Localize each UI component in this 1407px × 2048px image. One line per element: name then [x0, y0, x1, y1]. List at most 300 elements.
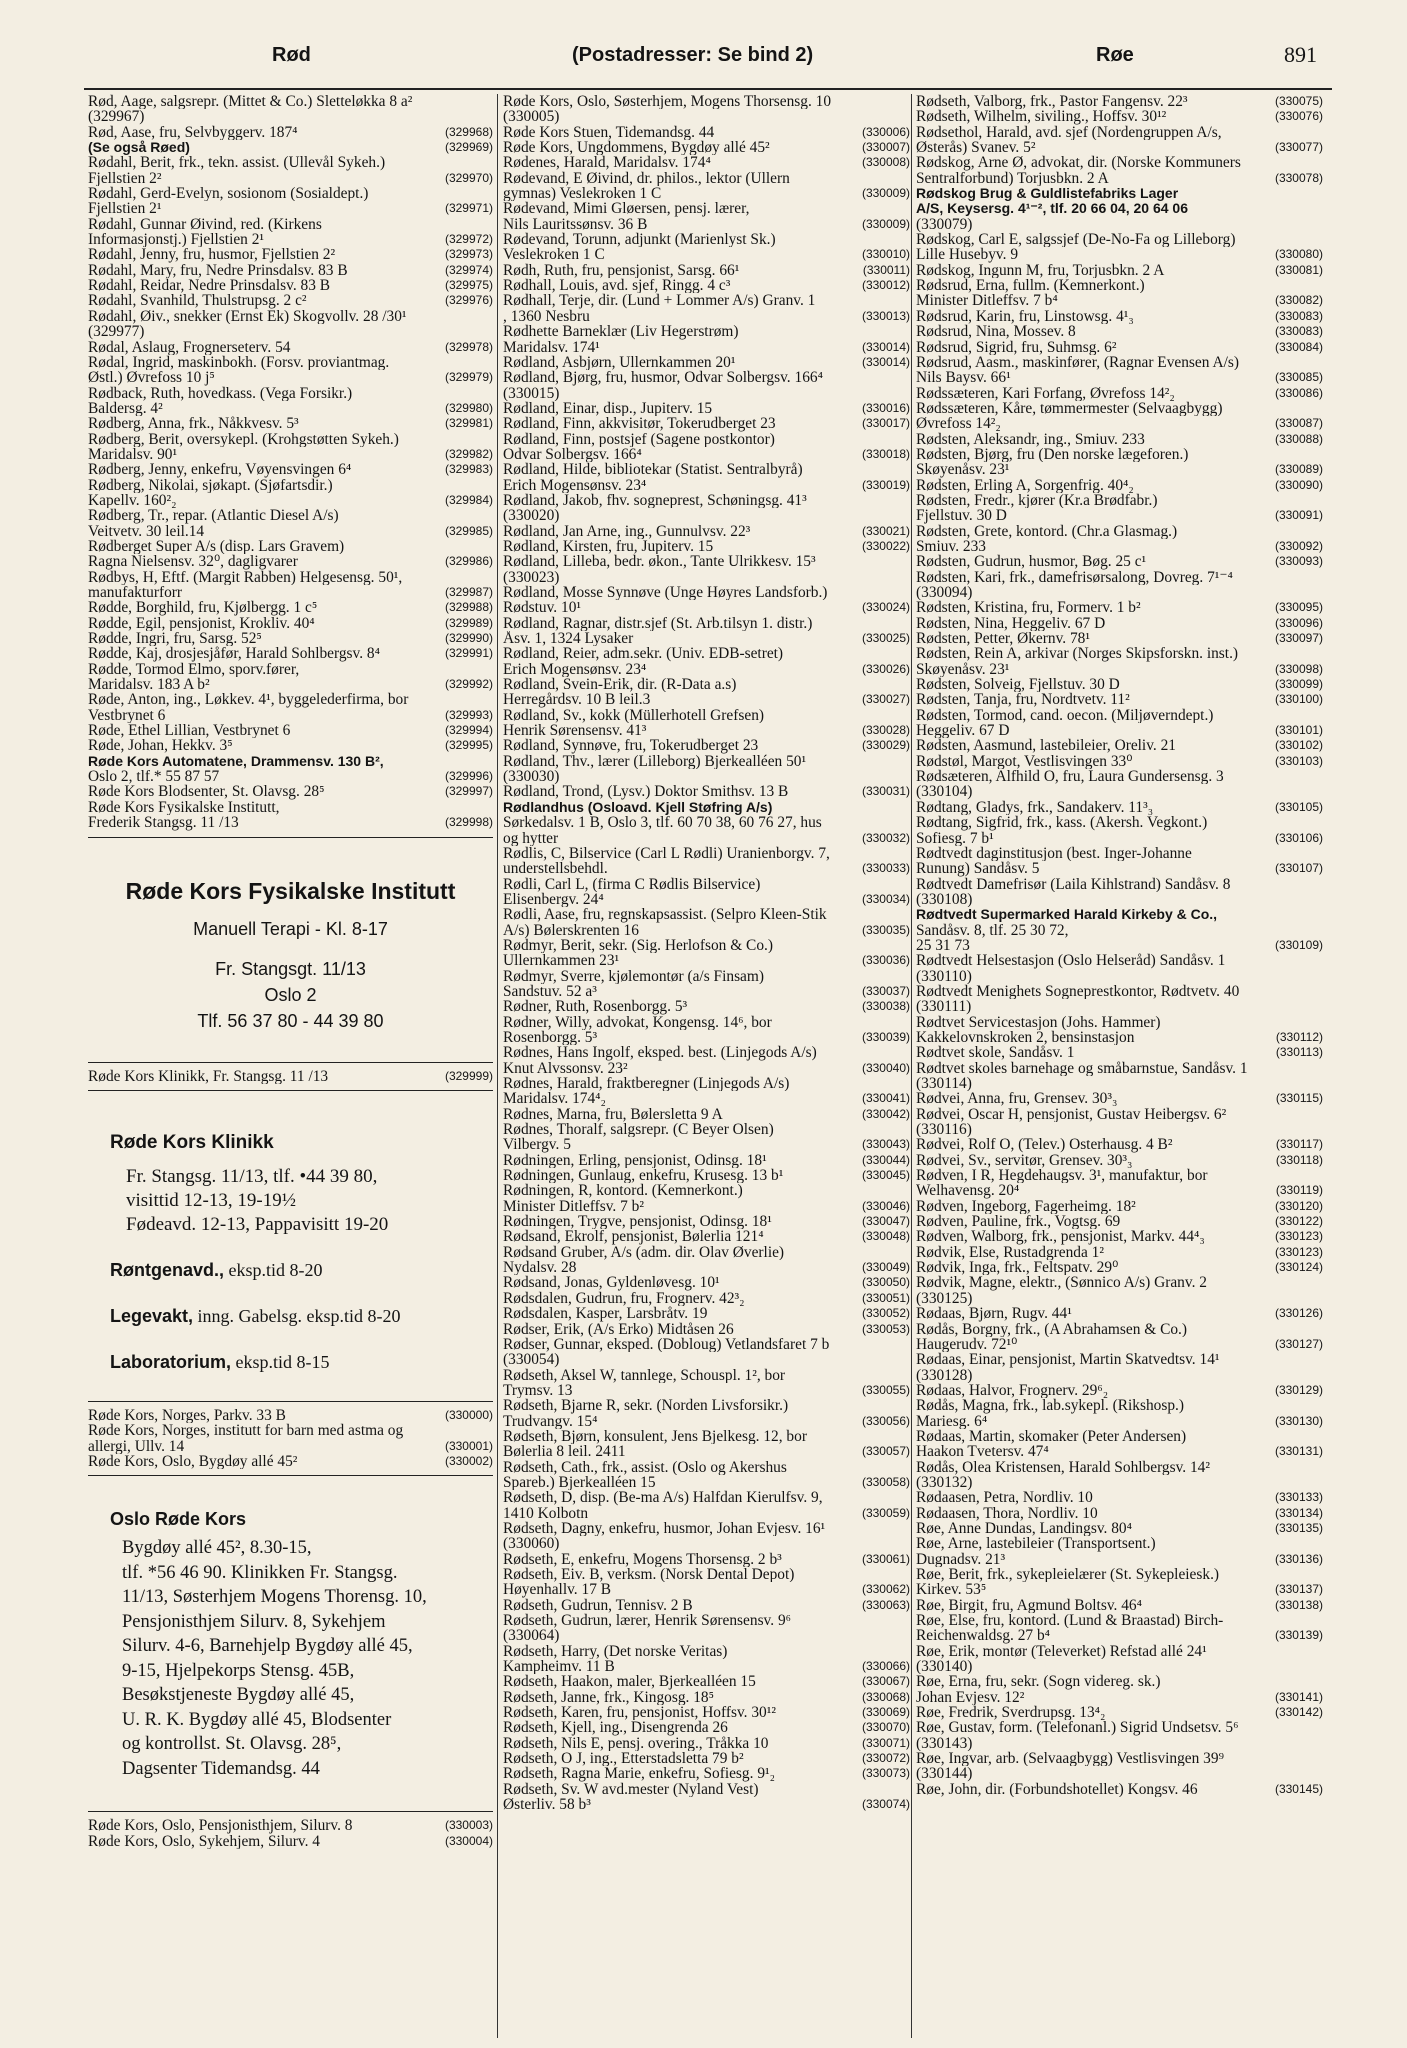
directory-entry: [916, 800, 1323, 815]
directory-entry: [503, 1383, 910, 1398]
entry-text: Maridalsv. 174⁴₂: [503, 1091, 606, 1107]
directory-entry: [503, 1506, 910, 1521]
entry-text: Åsv. 1, 1324 Lysaker: [503, 631, 634, 647]
directory-entry: [503, 1122, 910, 1137]
entry-number: (329984): [444, 492, 493, 507]
ad2-sec3-bold: Laboratorium,: [110, 1351, 232, 1372]
entry-text: Rødstøl, Margot, Vestlisvingen 33⁰: [916, 753, 1133, 770]
column-2: [503, 94, 910, 1813]
entry-text: Rødvei, Rolf O, (Telev.) Osterhausg. 4 B²: [916, 1137, 1173, 1153]
directory-entry: [916, 524, 1323, 539]
directory-entry: [916, 938, 1323, 953]
entry-number: (330035): [861, 922, 910, 937]
entry-text: Rødseth, Ragna Marie, enkefru, Sofiesg. 9¹₂: [503, 1766, 775, 1782]
directory-entry: [916, 1030, 1323, 1045]
entry-text: (329977): [88, 324, 145, 340]
directory-entry: [916, 600, 1323, 615]
entry-text: Rødde, Ingri, fru, Sarsg. 52⁵: [88, 631, 262, 647]
entry-text: Rødseth, Harry, (Det norske Veritas): [503, 1643, 728, 1660]
entry-number: (330102): [1274, 738, 1323, 753]
entry-number: (330038): [861, 999, 910, 1014]
directory-entry: [916, 1582, 1323, 1597]
entry-text: (330144): [916, 1766, 973, 1782]
entry-text: Rødningen, Erling, pensjonist, Odinsg. 18¹: [503, 1152, 767, 1169]
entry-text: Røde Kors Fysikalske Institutt,: [88, 799, 280, 816]
directory-entry: [503, 263, 910, 278]
entry-number: (330017): [861, 416, 910, 431]
ad2-line2: visittid 12-13, 19-19½: [126, 1189, 296, 1211]
directory-entry: [503, 171, 910, 186]
entry-text: Rødland, Reier, adm.sekr. (Univ. EDB-setret): [503, 646, 784, 662]
entry-text: Rødseth, E, enkefru, Mogens Thorsensg. 2 b³: [503, 1551, 782, 1567]
directory-entry: [88, 493, 493, 508]
entry-text: Trudvangv. 15⁴: [503, 1413, 598, 1429]
entry-text: Røde Kors, Oslo, Søsterhjem, Mogens Thorsensg. 10: [503, 94, 832, 110]
entry-text: Rødsrud, Sigrid, fru, Suhmsg. 6²: [916, 339, 1117, 355]
directory-entry: [503, 1582, 910, 1597]
directory-entry: [503, 616, 910, 631]
entry-text: Rødsethol, Harald, avd. sjef (Nordengruppen A/s,: [916, 124, 1222, 141]
entry-text: Røde Kors Stuen, Tidemandsg. 44: [503, 124, 715, 141]
directory-entry: [503, 969, 910, 984]
directory-entry: [503, 677, 910, 692]
entry-text: Rødhall, Terje, dir. (Lund + Lommer A/s) Granv. 1: [503, 293, 816, 309]
column-3: [916, 94, 1323, 1797]
entry-number: (330009): [861, 186, 910, 201]
entry-text: Rødsten, Aleksandr, ing., Smiuv. 233: [916, 431, 1145, 447]
directory-entry: [88, 478, 493, 493]
entry-text: Rødland, Jakob, fhv. sogneprest, Schøningsg. 41³: [503, 492, 807, 509]
entry-text: Rødner, Willy, advokat, Kongensg. 14⁶, bor: [503, 1014, 772, 1030]
entry-text: Rødnes, Harald, fraktberegner (Linjegods A/s): [503, 1076, 790, 1092]
entry-text: Rødsten, Kristina, fru, Formerv. 1 b²: [916, 600, 1141, 616]
directory-entry: [916, 1337, 1323, 1352]
entry-text: Østl.) Øvrefoss 10 j⁵: [88, 370, 215, 386]
directory-entry: [916, 754, 1323, 769]
directory-entry: [916, 585, 1323, 600]
entry-text: Rødseth, Gudrun, lærer, Henrik Sørensensv. 9⁶: [503, 1613, 792, 1629]
entry-number: (329996): [444, 769, 493, 784]
page-header: [0, 0, 1407, 78]
directory-entry: [88, 1439, 493, 1454]
directory-entry: [503, 186, 910, 201]
directory-entry: [916, 1168, 1323, 1183]
entry-number: (330139): [1274, 1628, 1323, 1643]
ad2-section-legevakt: [110, 1303, 493, 1329]
entry-number: (330127): [1274, 1336, 1323, 1351]
directory-entry: [916, 247, 1323, 262]
ad2-title: Røde Kors Klinikk: [110, 1131, 274, 1153]
entry-text: Rødsrud, Nina, Mossev. 8: [916, 324, 1076, 340]
directory-entry: [88, 324, 493, 339]
entry-text: Rødnes, Thoralf, salgsrepr. (C Beyer Olsen): [503, 1122, 774, 1138]
entry-text: Ullernkammen 23¹: [503, 953, 620, 969]
directory-entry: [88, 539, 493, 554]
entry-number: (330006): [861, 124, 910, 139]
directory-entry: [503, 293, 910, 308]
directory-entry: [88, 738, 493, 753]
ad3-line: Bygdøy allé 45², 8.30-15,: [122, 1538, 312, 1559]
entry-text: Øvrefoss 14²₂: [916, 416, 1001, 432]
entry-text: Rødland, Einar, disp., Jupiterv. 15: [503, 400, 713, 417]
directory-entry: [916, 1659, 1323, 1674]
entry-number: (329969): [444, 140, 493, 155]
entry-text: Rødland, Finn, akkvisitør, Tokerudberget 23: [503, 416, 776, 432]
entry-text: Røe, Berit, frk., sykepleielærer (St. Sykepleiesk.): [916, 1567, 1220, 1583]
entry-text: Røe, Birgit, fru, Agmund Boltsv. 46⁴: [916, 1597, 1142, 1614]
ad1-subtitle: Manuell Terapi - Kl. 8-17: [193, 918, 388, 939]
directory-entry: [503, 1306, 910, 1321]
entry-number: (329986): [444, 554, 493, 569]
directory-entry: [88, 217, 493, 232]
entry-text: Høyenhallv. 17 B: [503, 1582, 612, 1598]
directory-entry: [503, 432, 910, 447]
entry-text: Rødland, Finn, postsjef (Sagene postkontor): [503, 431, 775, 447]
entry-number: (330073): [861, 1766, 910, 1781]
entry-number: (329990): [444, 631, 493, 646]
entry-number: (330084): [1274, 339, 1323, 354]
directory-entry: [503, 247, 910, 262]
entry-number: (330136): [1274, 1551, 1323, 1566]
entry-text: Rødvei, Sv., servitør, Grensev. 30³₃: [916, 1152, 1133, 1169]
directory-entry: [503, 754, 910, 769]
directory-entry: [916, 217, 1323, 232]
entry-text: Sofiesg. 7 b¹: [916, 830, 994, 846]
entry-text: Rødsten, Nina, Heggeliv. 67 D: [916, 615, 1106, 632]
column-1: [88, 94, 493, 1849]
entry-number: (330091): [1274, 508, 1323, 523]
entry-text: Rødskog, Arne Ø, advokat, dir. (Norske Kommuners: [916, 155, 1241, 171]
entry-number: (330056): [861, 1413, 910, 1428]
entry-number: (330123): [1274, 1229, 1323, 1244]
entry-text: Rødtvedt daginstitusjon (best. Inger-Johanne: [916, 845, 1192, 862]
entry-text: Røe, Erik, montør (Televerket) Refstad allé 24¹: [916, 1643, 1207, 1660]
entry-number: (329978): [444, 339, 493, 354]
entry-text: Rødtang, Sigfrid, frk., kass. (Akersh. Vegkont.): [916, 815, 1208, 831]
directory-entry: [916, 677, 1323, 692]
entry-number: (330122): [1274, 1214, 1323, 1229]
directory-entry: [503, 999, 910, 1014]
directory-entry: [88, 140, 493, 155]
directory-entry: [916, 1690, 1323, 1705]
directory-entry: [503, 1552, 910, 1567]
entry-number: (330009): [861, 216, 910, 231]
directory-entry: [88, 723, 493, 738]
entry-number: (329979): [444, 370, 493, 385]
directory-entry: [503, 1429, 910, 1444]
ad2-sec2-bold: Legevakt,: [110, 1305, 194, 1326]
entry-number: (330107): [1274, 861, 1323, 876]
entry-number: (330021): [861, 523, 910, 538]
entry-number: (330055): [861, 1382, 910, 1397]
entry-text: Elisenbergv. 24⁴: [503, 891, 604, 908]
entry-number: (330067): [861, 1674, 910, 1689]
entry-text: Rødh, Ruth, fru, pensjonist, Sarsg. 66¹: [503, 262, 740, 279]
entry-text: Røde Kors Automatene, Drammensv. 130 B²,: [88, 753, 384, 769]
entry-text: Informasjonstj.) Fjellstien 2¹: [88, 232, 265, 248]
entry-text: Nils Baysv. 66¹: [916, 370, 1011, 386]
directory-entry: [503, 1199, 910, 1214]
directory-entry: [503, 662, 910, 677]
entry-text: Rødal, Ingrid, maskinbokh. (Forsv. proviantmag.: [88, 354, 390, 371]
entry-number: (330070): [861, 1720, 910, 1735]
entry-text: Rødsten, Solveig, Fjellstuv. 30 D: [916, 677, 1120, 693]
entry-number: (330134): [1274, 1505, 1323, 1520]
directory-entry: [503, 708, 910, 723]
directory-entry: [916, 370, 1323, 385]
entry-text: Rødtvet skole, Sandåsv. 1: [916, 1045, 1075, 1061]
directory-entry: [916, 171, 1323, 186]
directory-entry: [916, 815, 1323, 830]
entry-text: Rødsten, Rein A, arkivar (Norges Skipsforskn. inst.): [916, 646, 1239, 662]
entry-number: (329971): [444, 201, 493, 216]
entry-text: (330128): [916, 1367, 973, 1383]
directory-entry: [916, 309, 1323, 324]
entry-text: Trymsv. 13: [503, 1382, 573, 1399]
entry-number: (330099): [1274, 677, 1323, 692]
directory-entry: [503, 1659, 910, 1674]
directory-entry: [916, 1628, 1323, 1643]
directory-entry: [88, 769, 493, 784]
entry-text: (330030): [503, 769, 560, 785]
directory-entry: [503, 1352, 910, 1367]
directory-entry: [503, 1398, 910, 1413]
directory-entry: [88, 524, 493, 539]
directory-entry: [503, 125, 910, 140]
entry-text: Rødvik, Inga, frk., Feltspatv. 29⁰: [916, 1260, 1119, 1276]
directory-entry: [503, 232, 910, 247]
directory-entry: [503, 1337, 910, 1352]
directory-entry: [503, 1567, 910, 1582]
entry-text: Rødtvedt Supermarked Harald Kirkeby & Co.,: [916, 907, 1218, 923]
directory-entry: [503, 201, 910, 216]
directory-entry: [503, 1720, 910, 1735]
entry-number: (329997): [444, 784, 493, 799]
entry-text: (330079): [916, 216, 973, 233]
entry-text: Rødsand, Ekrolf, pensjonist, Bølerlia 121⁴: [503, 1229, 764, 1245]
directory-entry: [88, 125, 493, 140]
entry-number: (330106): [1274, 830, 1323, 845]
ad2-section-laboratorium: [110, 1349, 493, 1375]
directory-entry: [503, 1797, 910, 1812]
entry-number: (330078): [1274, 170, 1323, 185]
directory-entry: [503, 1168, 910, 1183]
directory-entry: [503, 1460, 910, 1475]
entry-number: (330010): [861, 247, 910, 262]
entry-number: (330124): [1274, 1260, 1323, 1275]
directory-entry: [916, 1613, 1323, 1628]
directory-entry: [916, 953, 1323, 968]
directory-entry: [503, 953, 910, 968]
entry-text: Rødsdalen, Kasper, Larsbråtv. 19: [503, 1306, 708, 1322]
directory-entry: [88, 631, 493, 646]
entry-text: , 1360 Nesbru: [503, 308, 590, 325]
directory-entry: [503, 1368, 910, 1383]
entry-text: Rødser, Gunnar, eksped. (Dobloug) Vetlandsfaret 7 b: [503, 1336, 830, 1353]
entry-number: (329974): [444, 262, 493, 277]
entry-text: Dugnadsv. 21³: [916, 1551, 1006, 1567]
entry-text: (Se også Røed): [88, 140, 190, 156]
entry-text: Rødberg, Nikolai, sjøkapt. (Sjøfartsdir.): [88, 477, 333, 493]
entry-text: Rød, Aage, salgsrepr. (Mittet & Co.) Sletteløkka 8 a²: [88, 94, 413, 110]
directory-entry: [88, 784, 493, 799]
directory-entry: [916, 1183, 1323, 1198]
entry-number: (330061): [861, 1551, 910, 1566]
ad1-title: Røde Kors Fysikalske Institutt: [125, 877, 456, 904]
entry-text: Røe, John, dir. (Forbundshotellet) Kongsv. 46: [916, 1781, 1198, 1798]
directory-entry: [503, 1521, 910, 1536]
entry-text: Rødtvedt Helsestasjon (Oslo Helseråd) Sandåsv. 1: [916, 953, 1226, 969]
ad1-phone: Tlf. 56 37 80 - 44 39 80: [197, 1010, 384, 1031]
directory-entry: [503, 723, 910, 738]
entry-text: Røde Kors, Oslo, Pensjonisthjem, Silurv. 8: [88, 1818, 353, 1834]
entry-text: Oslo 2, tlf.* 55 87 57: [88, 769, 220, 785]
entry-text: Veslekroken 1 C: [503, 247, 605, 263]
entry-text: Smiuv. 233: [916, 538, 986, 555]
directory-entry: [503, 769, 910, 784]
directory-entry: [503, 1690, 910, 1705]
directory-entry: [916, 1229, 1323, 1244]
entry-text: Rødberget Super A/s (disp. Lars Gravem): [88, 538, 345, 555]
entry-number: (330077): [1274, 140, 1323, 155]
directory-entry: [88, 815, 493, 830]
column-divider-2: [911, 94, 912, 2038]
directory-entry: [88, 186, 493, 201]
directory-entry: [503, 877, 910, 892]
entry-text: Østerliv. 58 b³: [503, 1797, 591, 1813]
entry-text: Rødland, Jan Arne, ing., Gunnulvsv. 22³: [503, 523, 751, 539]
entry-text: Rødsten, Aasmund, lastebileier, Oreliv. 21: [916, 738, 1176, 754]
directory-entry: [503, 923, 910, 938]
directory-entry: [916, 1429, 1323, 1444]
entry-number: (330129): [1274, 1382, 1323, 1397]
entry-text: Rødseth, D, disp. (Be-ma A/s) Halfdan Kierulfsv. 9,: [503, 1490, 823, 1506]
entry-text: Røe, Erna, fru, sekr. (Sogn videreg. sk.): [916, 1674, 1161, 1690]
ad3-line: Pensjonisthjem Silurv. 8, Sykehjem: [122, 1611, 386, 1632]
entry-number: (330016): [861, 400, 910, 415]
entry-text: Røde Kors Blodsenter, St. Olavsg. 28⁵: [88, 784, 325, 800]
directory-entry: [916, 1705, 1323, 1720]
entry-text: Rødland, Synnøve, fru, Tokerudberget 23: [503, 738, 759, 754]
entry-text: Rødseth, Aksel W, tannlege, Schouspl. 1², bor: [503, 1367, 786, 1383]
ad1-address2: Oslo 2: [264, 984, 317, 1005]
entry-number: (329995): [444, 738, 493, 753]
directory-entry: [916, 1091, 1323, 1106]
ad-oslo-rode-kors: [88, 1475, 493, 1812]
directory-entry: [916, 324, 1323, 339]
directory-entry: [88, 585, 493, 600]
entry-text: Rødland, Trond, (Lysv.) Doktor Smithsv. 13 B: [503, 784, 789, 800]
entry-text: Røde, Johan, Hekkv. 3⁵: [88, 738, 233, 754]
ad-fysikalske-institutt: [88, 837, 493, 1063]
entry-text: Røde Kors, Oslo, Sykehjem, Silurv. 4: [88, 1833, 320, 1849]
directory-entry: [916, 708, 1323, 723]
entry-text: (330020): [503, 508, 560, 524]
entry-number: (329981): [444, 416, 493, 431]
directory-entry: [88, 293, 493, 308]
directory-entry: [503, 907, 910, 922]
entry-text: Skøyenåsv. 23¹: [916, 661, 1010, 678]
directory-entry: [916, 1506, 1323, 1521]
directory-entry: [88, 462, 493, 477]
entry-number: (330088): [1274, 431, 1323, 446]
entry-text: Rødlandhus (Osloavd. Kjell Støfring A/s): [503, 799, 773, 815]
entry-number: (330141): [1274, 1689, 1323, 1704]
directory-entry: [503, 1076, 910, 1091]
directory-entry: [503, 1475, 910, 1490]
entry-number: (330087): [1274, 416, 1323, 431]
entry-text: Rødseth, Bjørn, konsulent, Jens Bjelkesg. 12, bor: [503, 1428, 807, 1445]
entry-text: Røe, Ingvar, arb. (Selvaagbygg) Vestlisvingen 39⁹: [916, 1751, 1224, 1767]
directory-entry: [503, 861, 910, 876]
directory-entry: [503, 554, 910, 569]
directory-entry: [503, 1613, 910, 1628]
directory-entry: [916, 478, 1323, 493]
entry-text: Rødstuv. 10¹: [503, 600, 582, 616]
directory-entry: [916, 432, 1323, 447]
directory-entry: [88, 570, 493, 585]
entry-text: Rødberg, Tr., repar. (Atlantic Diesel A/s): [88, 508, 339, 524]
directory-entry: [503, 1245, 910, 1260]
directory-entry: [88, 401, 493, 416]
entry-number: (330074): [861, 1797, 910, 1812]
entry-number: (329987): [444, 585, 493, 599]
entry-number: (330001): [444, 1438, 493, 1453]
directory-entry: [916, 1398, 1323, 1413]
directory-entry: [916, 1460, 1323, 1475]
directory-entry: [916, 1720, 1323, 1735]
entry-text: Rødås, Magna, frk., lab.sykepl. (Rikshosp.): [916, 1398, 1185, 1414]
entry-text: Rødseth, Eiv. B, verksm. (Norsk Dental Depot): [503, 1567, 795, 1583]
directory-entry: [88, 386, 493, 401]
directory-entry: [88, 1834, 493, 1849]
entry-text: Nydalsv. 28: [503, 1260, 577, 1276]
directory-entry: [916, 109, 1323, 124]
directory-entry: [916, 861, 1323, 876]
entry-text: Rødaas, Einar, pensjonist, Martin Skatvedtsv. 14¹: [916, 1352, 1220, 1368]
directory-entry: [88, 109, 493, 124]
entry-text: Rødland, Thv., lærer (Lilleborg) Bjerkealléen 50¹: [503, 753, 807, 770]
entry-number: (330095): [1274, 600, 1323, 615]
entry-text: Røe, Gustav, form. (Telefonanl.) Sigrid Undsetsv. 5⁶: [916, 1720, 1239, 1736]
directory-entry: [503, 1260, 910, 1275]
directory-entry: [88, 1069, 493, 1084]
entry-text: Veitvetv. 30 leil.14: [88, 523, 205, 539]
entry-text: 1410 Kolbotn: [503, 1505, 589, 1521]
directory-entry: [916, 1736, 1323, 1751]
entry-number: (330011): [862, 262, 910, 277]
entry-text: Rødsæteren, Alfhild O, fru, Laura Gundersensg. 3: [916, 769, 1224, 785]
directory-entry: [88, 800, 493, 815]
entry-text: Lille Husebyv. 9: [916, 247, 1019, 263]
entry-text: (330132): [916, 1474, 973, 1491]
directory-entry: [916, 616, 1323, 631]
entry-text: Sørkedalsv. 1 B, Oslo 3, tlf. 60 70 38, 60 76 27, hus: [503, 815, 822, 831]
directory-entry: [916, 1122, 1323, 1137]
directory-entry: [503, 1766, 910, 1781]
directory-entry: [916, 984, 1323, 999]
col2-entries: [503, 94, 910, 1813]
entry-text: Rødseth, Janne, frk., Kingosg. 18⁵: [503, 1689, 714, 1706]
directory-entry: [916, 1383, 1323, 1398]
directory-entry: [916, 1137, 1323, 1152]
entry-number: (330083): [1274, 324, 1323, 339]
entry-text: Rødseth, Bjarne R, sekr. (Norden Livsforsikr.): [503, 1398, 789, 1414]
entry-text: Sandstuv. 52 a³: [503, 983, 597, 1000]
directory-entry: [88, 370, 493, 385]
entry-text: Røe, Else, fru, kontord. (Lund & Braastad) Birch-: [916, 1613, 1224, 1629]
entry-text: Johan Evjesv. 12²: [916, 1689, 1025, 1706]
